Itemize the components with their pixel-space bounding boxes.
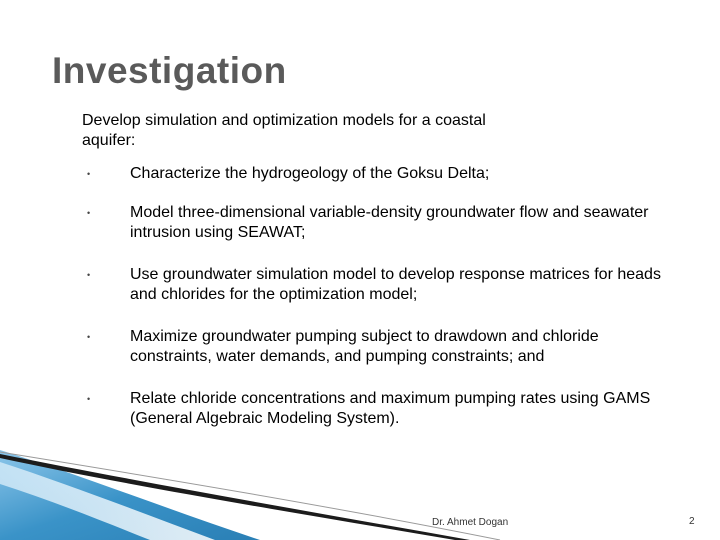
bullet-dot-icon: • — [87, 394, 91, 404]
bullet-item — [82, 265, 662, 305]
bullet-dot-icon: • — [87, 208, 91, 218]
bullet-item — [82, 164, 662, 184]
slide-title: Investigation — [52, 50, 287, 91]
footer-author: Dr. Ahmet Dogan — [432, 517, 509, 528]
bullet-item — [82, 389, 662, 429]
bullet-text: Characterize the hydrogeology of the Goksu Delta; — [130, 165, 490, 182]
bullet-item — [82, 203, 662, 243]
bullet-text: Use groundwater simulation model to develop response matrices for heads and chlorides for the optimization model; — [130, 266, 661, 303]
bullet-list — [82, 164, 662, 451]
bullet-dot-icon: • — [87, 270, 91, 280]
bullet-dot-icon: • — [87, 332, 91, 342]
bullet-dot-icon: • — [87, 169, 91, 179]
bullet-text: Model three-dimensional variable-density groundwater flow and seawater intrusion using SEAWAT; — [130, 204, 649, 241]
bullet-item — [82, 327, 662, 367]
intro-text: Develop simulation and optimization models for a coastal aquifer: — [82, 112, 486, 149]
page-number: 2 — [689, 516, 695, 527]
wave-decoration — [0, 440, 720, 540]
bullet-text: Maximize groundwater pumping subject to drawdown and chloride constraints, water demands, and pumping constraints; and — [130, 328, 599, 365]
bullet-text: Relate chloride concentrations and maximum pumping rates using GAMS (General Algebraic Modeling System). — [130, 390, 651, 427]
